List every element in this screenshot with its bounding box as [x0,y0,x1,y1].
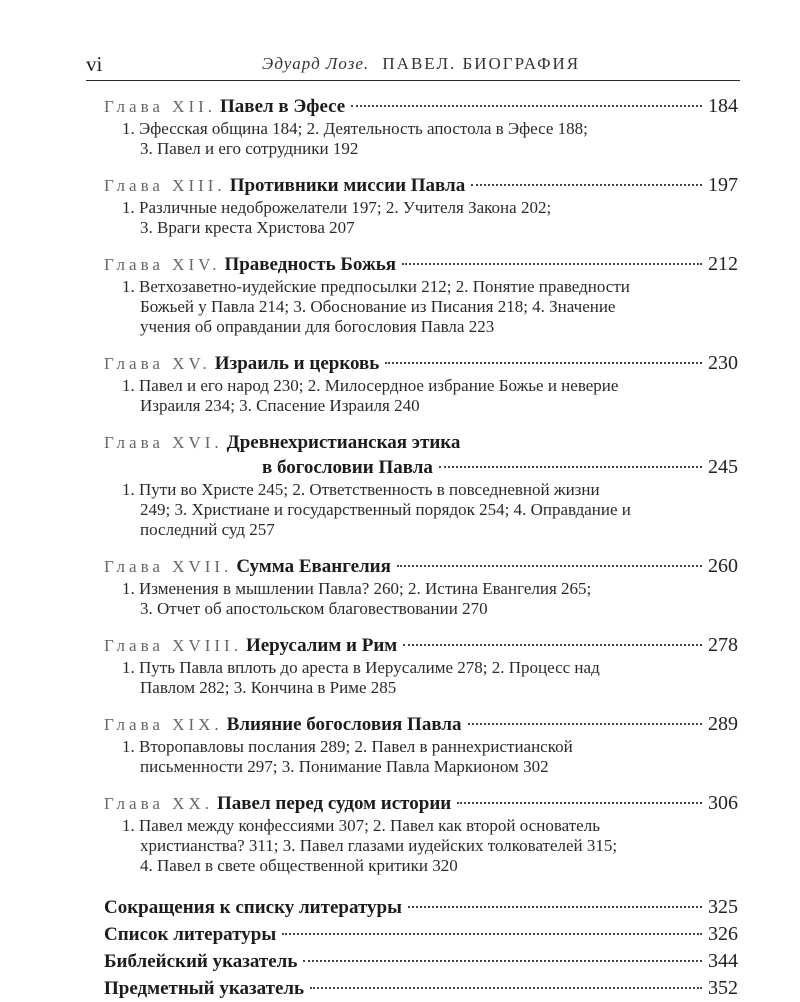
chapter-sections [104,816,738,876]
chapter-label: Глава XVII. [104,557,233,576]
section-line: последний суд 257 [140,520,275,539]
toc-chapter [104,791,738,876]
back-matter-item[interactable] [104,975,738,1002]
back-matter-title: Список литературы [104,924,277,945]
chapter-sections [104,480,738,540]
chapter-title: Древнехристианская этика [226,432,461,453]
section-line: учения об оправдании для богословия Павла 223 [140,317,495,336]
dot-leader [303,960,702,962]
section-line: 3. Отчет об апостольском благовествовании 270 [140,599,488,618]
section-line: 1. Ветхозаветно-иудейские предпосылки 212; 2. Понятие праведности [122,277,630,296]
chapter-heading[interactable] [104,173,738,198]
dot-leader [457,802,702,804]
toc-chapter [104,173,738,238]
toc-chapter [104,351,738,416]
chapter-page: 212 [708,253,738,275]
table-of-contents [104,94,738,1002]
chapter-page: 306 [708,792,738,814]
chapter-page: 245 [708,456,738,478]
section-line: 1. Павел между конфессиями 307; 2. Павел как второй основатель [122,816,600,835]
chapter-heading[interactable] [104,554,738,579]
chapter-page: 230 [708,352,738,374]
chapter-title-continued: в богословии Павла [262,457,433,478]
dot-leader [397,565,702,567]
section-line: 1. Путь Павла вплоть до ареста в Иерусалиме 278; 2. Процесс над [122,658,600,677]
section-line: 1. Второпавловы послания 289; 2. Павел в раннехристианской [122,737,573,756]
chapter-title: Противники миссии Павла [229,175,466,196]
chapter-heading-continued[interactable] [104,455,738,480]
chapter-page: 184 [708,95,738,117]
chapter-title: Израиль и церковь [214,353,380,374]
section-line: письменности 297; 3. Понимание Павла Маркионом 302 [140,757,549,776]
chapter-page: 289 [708,713,738,735]
page-number: vi [86,52,103,76]
back-matter-page: 326 [708,923,738,945]
section-line: 1. Эфесская община 184; 2. Деятельность апостола в Эфесе 188; [122,119,588,138]
back-matter-page: 352 [708,977,738,999]
section-line: Израиля 234; 3. Спасение Израиля 240 [140,396,420,415]
chapter-label: Глава XII. [104,97,217,116]
back-matter-title: Сокращения к списку литературы [104,897,402,918]
author-name: Эдуард Лозе. [262,54,370,73]
chapter-title: Павел перед судом истории [216,793,452,814]
chapter-label: Глава XV. [104,354,211,373]
chapter-heading[interactable] [104,791,738,816]
dot-leader [408,906,702,908]
chapter-heading[interactable] [104,94,738,119]
back-matter-item[interactable] [104,948,738,975]
chapter-title: Влияние богословия Павла [226,714,462,735]
section-line: 1. Павел и его народ 230; 2. Милосердное избрание Божье и неверие [122,376,619,395]
chapter-title: Павел в Эфесе [220,96,346,117]
chapter-heading[interactable] [104,351,738,376]
chapter-page: 197 [708,174,738,196]
dot-leader [439,466,702,468]
section-line: христианства? 311; 3. Павел глазами иудейских толкователей 315; [140,836,618,855]
chapter-label: Глава XIV. [104,255,221,274]
chapter-heading[interactable] [104,633,738,658]
back-matter-title: Предметный указатель [104,978,305,999]
section-line: 1. Различные недоброжелатели 197; 2. Учителя Закона 202; [122,198,552,217]
chapter-title: Иерусалим и Рим [245,635,398,656]
section-line: Павлом 282; 3. Кончина в Риме 285 [140,678,397,697]
chapter-list [104,94,738,876]
chapter-label: Глава XVI. [104,433,223,452]
chapter-title: Праведность Божья [224,254,397,275]
toc-chapter [104,252,738,337]
chapter-sections [104,579,738,619]
running-title [262,54,580,74]
back-matter-list [104,894,738,1002]
dot-leader [310,987,702,989]
back-matter-item[interactable] [104,894,738,921]
dot-leader [468,723,702,725]
section-line: 3. Павел и его сотрудники 192 [140,139,359,158]
toc-chapter [104,712,738,777]
section-line: 4. Павел в свете общественной критики 320 [140,856,458,875]
chapter-label: Глава XVIII. [104,636,242,655]
chapter-heading[interactable] [104,252,738,277]
running-header [86,46,740,81]
chapter-sections [104,119,738,159]
dot-leader [402,263,702,265]
chapter-page: 260 [708,555,738,577]
chapter-sections [104,376,738,416]
dot-leader [471,184,702,186]
chapter-heading[interactable] [104,430,738,455]
back-matter-title: Библейский указатель [104,951,298,972]
toc-chapter [104,633,738,698]
toc-chapter [104,94,738,159]
section-line: 1. Изменения в мышлении Павла? 260; 2. Истина Евангелия 265; [122,579,592,598]
toc-chapter [104,430,738,540]
chapter-title: Сумма Евангелия [236,556,391,577]
chapter-label: Глава XIII. [104,176,226,195]
section-line: 249; 3. Христиане и государственный порядок 254; 4. Оправдание и [140,500,631,519]
back-matter-item[interactable] [104,921,738,948]
book-title: ПАВЕЛ. БИОГРАФИЯ [382,54,581,73]
section-line: 1. Пути во Христе 245; 2. Ответственность в повседневной жизни [122,480,600,499]
dot-leader [403,644,702,646]
chapter-page: 278 [708,634,738,656]
section-line: Божьей у Павла 214; 3. Обоснование из Писания 218; 4. Значение [140,297,616,316]
chapter-label: Глава XX. [104,794,213,813]
dot-leader [385,362,702,364]
chapter-sections [104,198,738,238]
back-matter-page: 325 [708,896,738,918]
toc-chapter [104,554,738,619]
chapter-sections [104,277,738,337]
section-line: 3. Враги креста Христова 207 [140,218,355,237]
chapter-sections [104,737,738,777]
chapter-heading[interactable] [104,712,738,737]
chapter-label: Глава XIX. [104,715,223,734]
dot-leader [351,105,702,107]
back-matter-page: 344 [708,950,738,972]
chapter-sections [104,658,738,698]
dot-leader [282,933,702,935]
